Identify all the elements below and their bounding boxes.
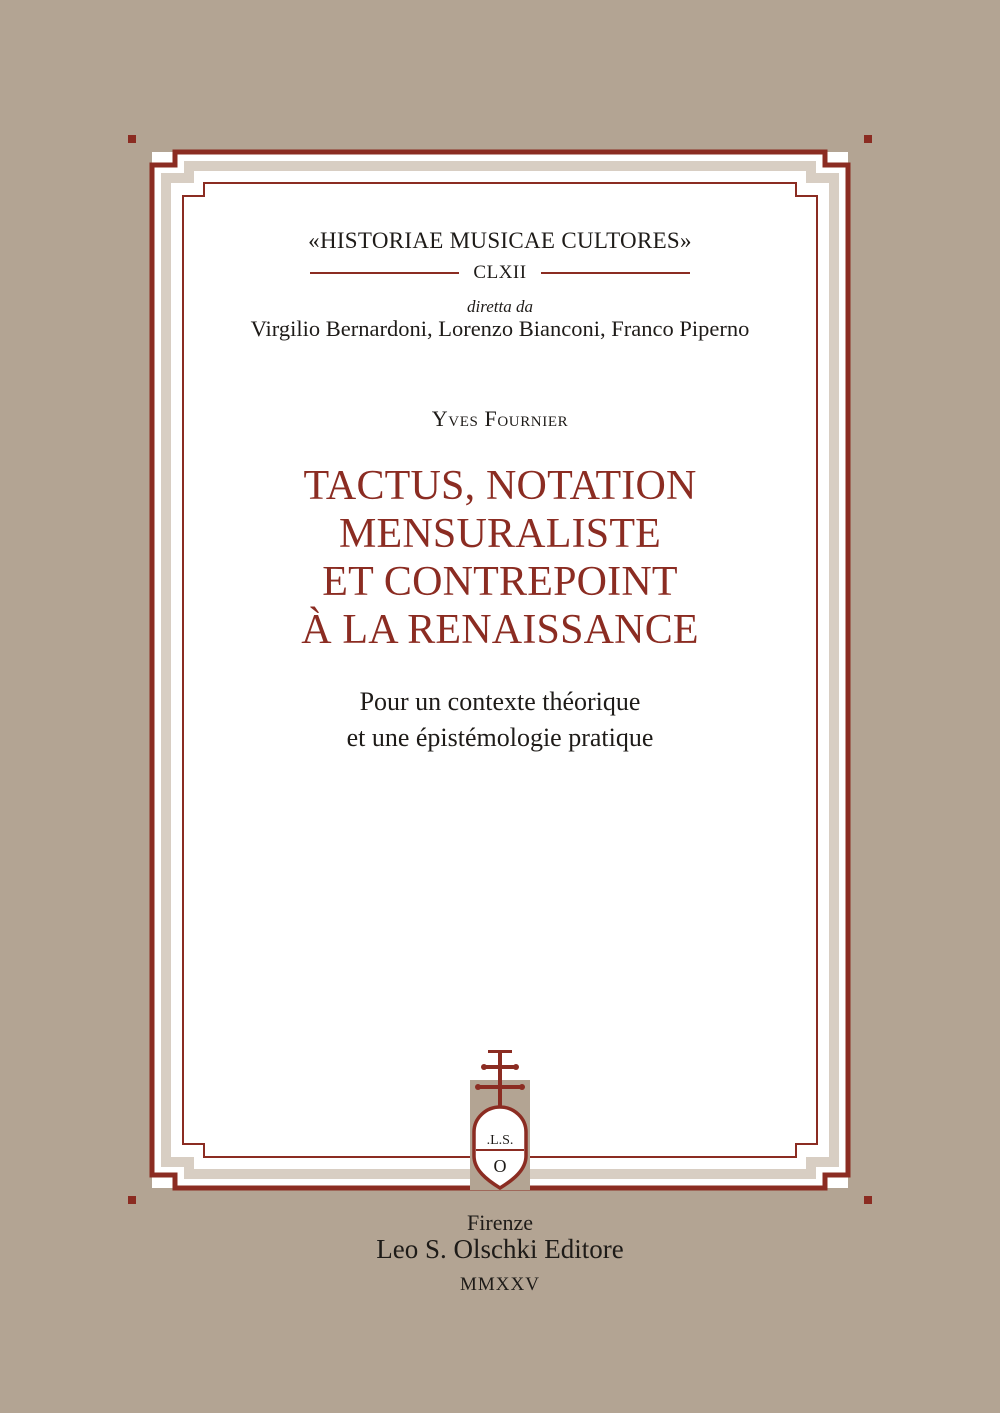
- book-title-line: À LA RENAISSANCE: [301, 607, 699, 653]
- series-number-row: [310, 258, 690, 288]
- book-title-line: TACTUS, NOTATION: [303, 463, 697, 509]
- series-title: «HISTORIAE MUSICAE CULTORES»: [308, 228, 692, 253]
- corner-square-top-right: [864, 135, 872, 143]
- book-subtitle-line: et une épistémologie pratique: [346, 723, 654, 752]
- corner-square-top-left: [128, 135, 136, 143]
- book-subtitle-line: Pour un contexte théorique: [359, 687, 641, 716]
- imprint-publisher: Leo S. Olschki Editore: [376, 1234, 624, 1264]
- imprint-city: Firenze: [467, 1210, 533, 1235]
- series-number: CLXII: [473, 262, 527, 283]
- book-title-line: ET CONTREPOINT: [322, 559, 678, 605]
- book-title: [0, 462, 1000, 654]
- imprint-year: MMXXV: [460, 1274, 540, 1295]
- author-name: Yves Fournier: [431, 406, 569, 431]
- corner-square-bottom-left: [128, 1196, 136, 1204]
- series-rule-left: [310, 272, 459, 274]
- emblem-letters-top: .L.S.: [486, 1133, 514, 1148]
- series-rule-right: [541, 272, 690, 274]
- series-directed-label: diretta da: [467, 297, 533, 316]
- corner-square-bottom-right: [864, 1196, 872, 1204]
- book-title-line: MENSURALISTE: [338, 511, 662, 557]
- book-subtitle: [0, 684, 1000, 756]
- series-editors: Virgilio Bernardoni, Lorenzo Bianconi, Franco Piperno: [250, 316, 750, 341]
- emblem-letters-bottom: O: [493, 1156, 507, 1176]
